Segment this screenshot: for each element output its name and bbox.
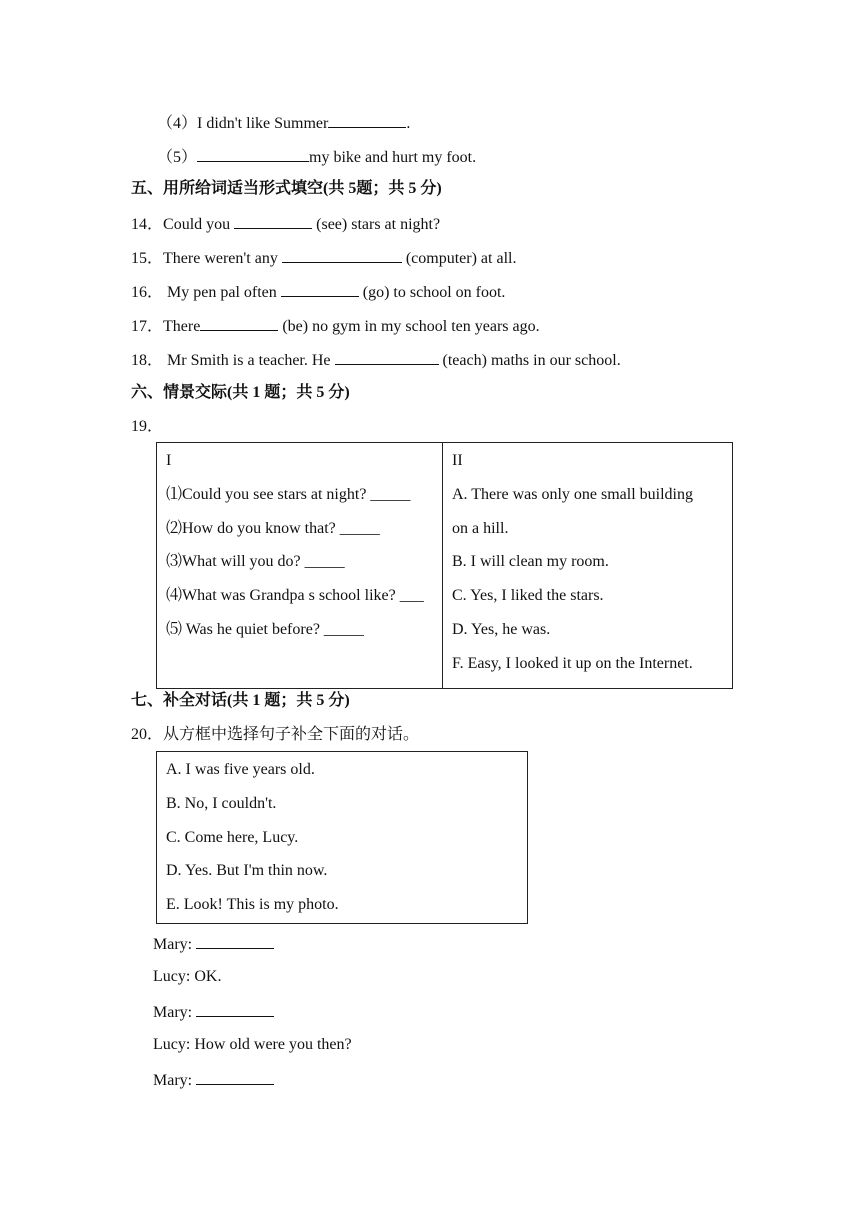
dialogue-line: Mary: <box>153 1069 274 1091</box>
column-ii <box>443 443 733 689</box>
question-20: 20．从方框中选择句子补全下面的对话。 <box>131 726 420 743</box>
answer-blank[interactable] <box>281 281 359 297</box>
question-item: ⑴Could you see stars at night? _____ <box>166 485 411 503</box>
question-18: 18． Mr Smith is a teacher. He (teach) maths in our school. <box>131 349 621 371</box>
option-b: B. No, I couldn't. <box>166 794 277 812</box>
dialogue-line: Mary: <box>153 933 274 955</box>
answer-blank[interactable] <box>196 933 274 949</box>
option-c: C. Come here, Lucy. <box>166 828 299 846</box>
answer-blank[interactable] <box>196 1001 274 1017</box>
answer-blank[interactable] <box>196 1069 274 1085</box>
question-17: 17．There (be) no gym in my school ten years ago. <box>131 315 540 337</box>
answer-option: on a hill. <box>452 519 509 537</box>
options-box <box>156 751 528 924</box>
item-4: （4）I didn't like Summer . <box>157 112 410 134</box>
column-i <box>157 443 443 689</box>
dialogue-line: Lucy: OK. <box>153 968 222 985</box>
column-ii-header: II <box>452 452 463 469</box>
section-5-heading: 五、用所给词适当形式填空(共 5题；共 5 分) <box>131 180 442 197</box>
question-item: ⑸ Was he quiet before? _____ <box>166 620 364 638</box>
option-a: A. I was five years old. <box>166 761 315 778</box>
section-6-heading: 六、情景交际(共 1 题；共 5 分) <box>131 384 350 401</box>
answer-blank[interactable] <box>328 112 406 128</box>
option-e: E. Look! This is my photo. <box>166 896 339 914</box>
dialogue-line: Mary: <box>153 1001 274 1023</box>
answer-blank[interactable] <box>282 247 402 263</box>
option-d: D. Yes. But I'm thin now. <box>166 862 328 880</box>
question-16: 16． My pen pal often (go) to school on foot. <box>131 281 505 303</box>
question-item: ⑷What was Grandpa s school like? ___ <box>166 587 424 605</box>
answer-blank[interactable] <box>335 349 439 365</box>
answer-option: F. Easy, I looked it up on the Internet. <box>452 654 693 672</box>
answer-blank[interactable] <box>200 315 278 331</box>
matching-table <box>156 442 733 689</box>
answer-blank[interactable] <box>234 213 312 229</box>
answer-blank[interactable] <box>197 146 309 162</box>
question-19-number: 19． <box>131 418 164 435</box>
answer-option: A. There was only one small building <box>452 485 693 503</box>
question-14: 14．Could you (see) stars at night? <box>131 213 440 235</box>
question-15: 15．There weren't any (computer) at all. <box>131 247 516 269</box>
section-7-heading: 七、补全对话(共 1 题；共 5 分) <box>131 692 350 709</box>
answer-option: D. Yes, he was. <box>452 620 551 638</box>
question-item: ⑵How do you know that? _____ <box>166 519 380 537</box>
answer-option: B. I will clean my room. <box>452 553 609 571</box>
answer-option: C. Yes, I liked the stars. <box>452 587 604 605</box>
item-5: （5） my bike and hurt my foot. <box>157 146 476 168</box>
column-i-header: I <box>166 452 172 469</box>
dialogue-line: Lucy: How old were you then? <box>153 1036 352 1053</box>
question-item: ⑶What will you do? _____ <box>166 553 345 571</box>
